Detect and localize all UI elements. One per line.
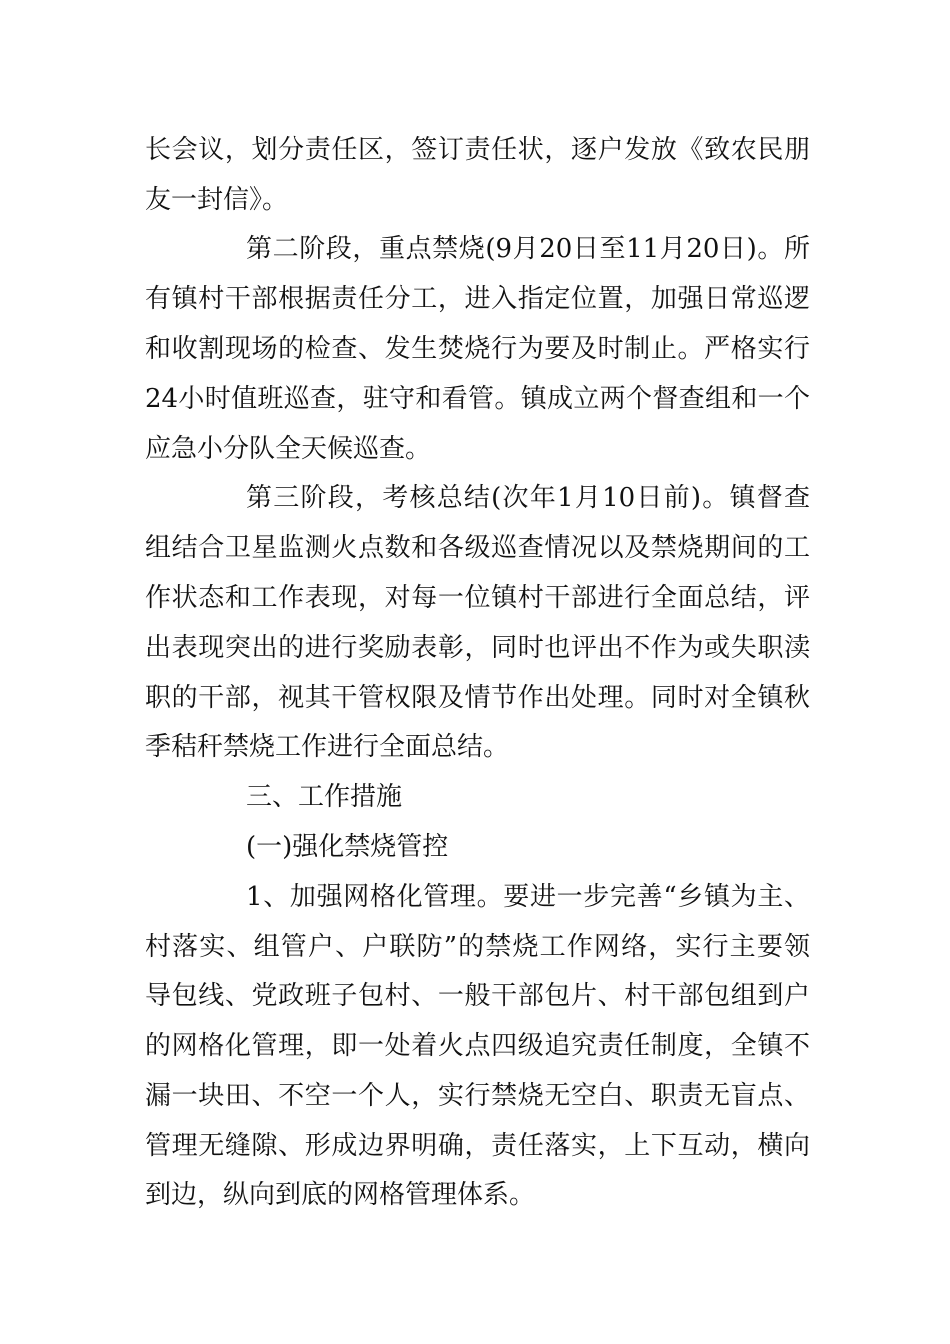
text-line: 季秸秆禁烧工作进行全面总结。 [145, 732, 510, 762]
text-line: 第二阶段，重点禁烧(9月20日至11月20日)。所 [246, 234, 810, 264]
text-line: 第三阶段，考核总结(次年1月10日前)。镇督查 [246, 483, 810, 513]
text-line: 作状态和工作表现，对每一位镇村干部进行全面总结，评 [145, 583, 810, 613]
text-line: 应急小分队全天候巡查。 [145, 434, 432, 464]
text-line: 到边，纵向到底的网格管理体系。 [145, 1180, 536, 1210]
text-line: 24小时值班巡查，驻守和看管。镇成立两个督查组和一个 [145, 384, 810, 414]
text-line: 出表现突出的进行奖励表彰，同时也评出不作为或失职渎 [145, 633, 810, 663]
subsection-heading: (一)强化禁烧管控 [246, 832, 449, 862]
text-line: 职的干部，视其干管权限及情节作出处理。同时对全镇秋 [145, 683, 810, 713]
text-line: 组结合卫星监测火点数和各级巡查情况以及禁烧期间的工 [145, 533, 810, 563]
text-line: 和收割现场的检查、发生焚烧行为要及时制止。严格实行 [145, 334, 810, 364]
text-line: 有镇村干部根据责任分工，进入指定位置，加强日常巡逻 [145, 284, 810, 314]
section-heading: 三、工作措施 [246, 782, 403, 812]
text-line: 长会议，划分责任区，签订责任状，逐户发放《致农民朋 [145, 135, 810, 165]
text-line: 导包线、党政班子包村、一般干部包片、村干部包组到户 [145, 981, 810, 1011]
text-line: 友一封信》。 [145, 185, 289, 215]
text-line: 1、加强网格化管理。要进一步完善“乡镇为主、 [246, 882, 810, 912]
text-line: 管理无缝隙、形成边界明确，责任落实，上下互动，横向 [145, 1131, 810, 1161]
text-line: 村落实、组管户、户联防”的禁烧工作网络，实行主要领 [145, 932, 810, 962]
text-line: 的网格化管理，即一处着火点四级追究责任制度，全镇不 [145, 1031, 810, 1061]
text-line: 漏一块田、不空一个人，实行禁烧无空白、职责无盲点、 [145, 1081, 810, 1111]
